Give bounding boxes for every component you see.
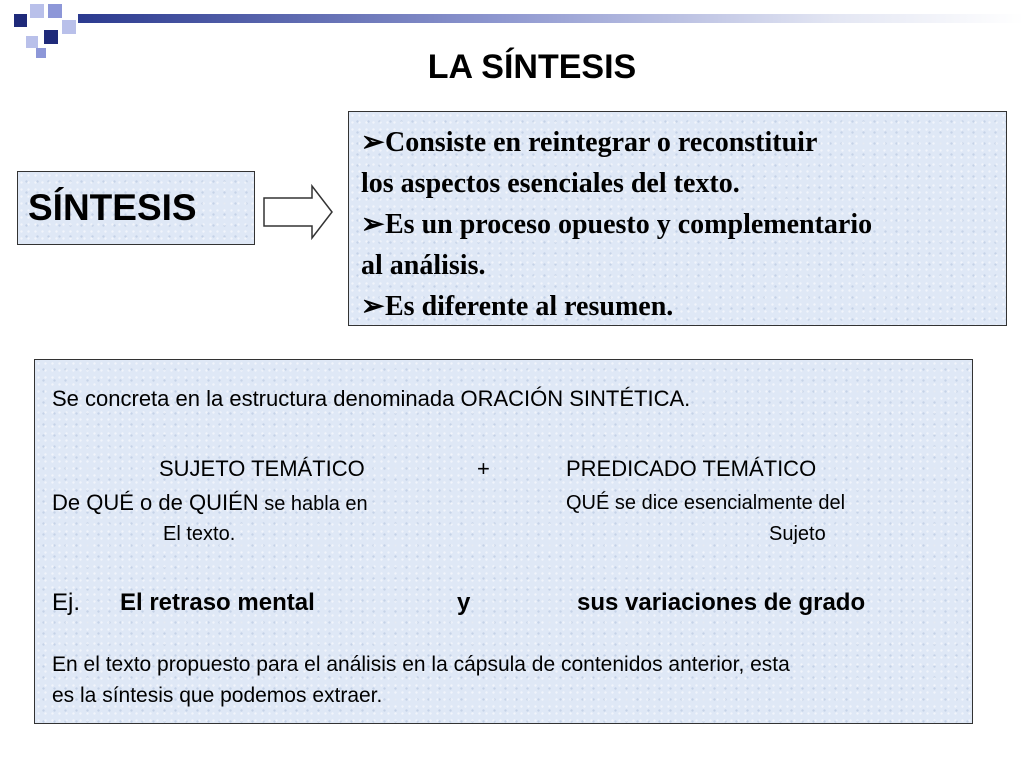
definition-box (348, 111, 1007, 326)
header-band (78, 14, 1024, 23)
closing-text-line1: En el texto propuesto para el análisis en la cápsula de contenidos anterior, esta (52, 653, 790, 676)
predicate-description-line2: Sujeto (769, 523, 826, 545)
bullet-arrow-icon: ➢ (361, 209, 385, 240)
bullet-arrow-icon: ➢ (361, 291, 385, 322)
square-navy-1 (14, 14, 27, 27)
definition-item-2-cont: al análisis. (361, 250, 486, 281)
definition-item-1 (361, 122, 998, 163)
definition-item-3 (361, 286, 998, 327)
subject-description (52, 490, 368, 516)
synthesis-label-box (17, 171, 255, 245)
definition-text: Es diferente al resumen. (385, 291, 674, 322)
predicate-description: QUÉ se dice esencialmente del (566, 492, 846, 514)
right-arrow-icon (262, 184, 334, 240)
definition-item-2 (361, 204, 998, 245)
example-predicate: sus variaciones de grado (577, 589, 866, 616)
closing-text-line2: es la síntesis que podemos extraer. (52, 684, 383, 707)
example-subject: El retraso mental (120, 589, 315, 616)
example-conjunction: y (457, 589, 471, 616)
predicate-heading: PREDICADO TEMÁTICO (566, 456, 817, 481)
definition-item-1-cont: los aspectos esenciales del texto. (361, 168, 740, 199)
subject-description-main: De QUÉ o de QUIÉN (52, 490, 259, 515)
square-light-3 (26, 36, 38, 48)
subject-heading: SUJETO TEMÁTICO (159, 456, 365, 481)
square-light-2 (62, 20, 76, 34)
definition-text: Es un proceso opuesto y complementario (385, 209, 873, 240)
square-mid-1 (48, 4, 62, 18)
definition-text: Consiste en reintegrar o reconstituir (385, 127, 818, 158)
explanation-box (34, 359, 973, 724)
square-navy-2 (44, 30, 58, 44)
subject-description-line2: El texto. (163, 523, 236, 545)
page-title: LA SÍNTESIS (427, 48, 637, 86)
subject-description-small: se habla en (258, 493, 368, 515)
square-light-1 (30, 4, 44, 18)
example-prefix: Ej. (52, 589, 81, 616)
synthesis-label: SÍNTESIS (28, 187, 197, 228)
bullet-arrow-icon: ➢ (361, 127, 385, 158)
intro-text: Se concreta en la estructura denominada ORACIÓN SINTÉTICA. (52, 386, 691, 411)
plus-sign: + (477, 456, 490, 481)
